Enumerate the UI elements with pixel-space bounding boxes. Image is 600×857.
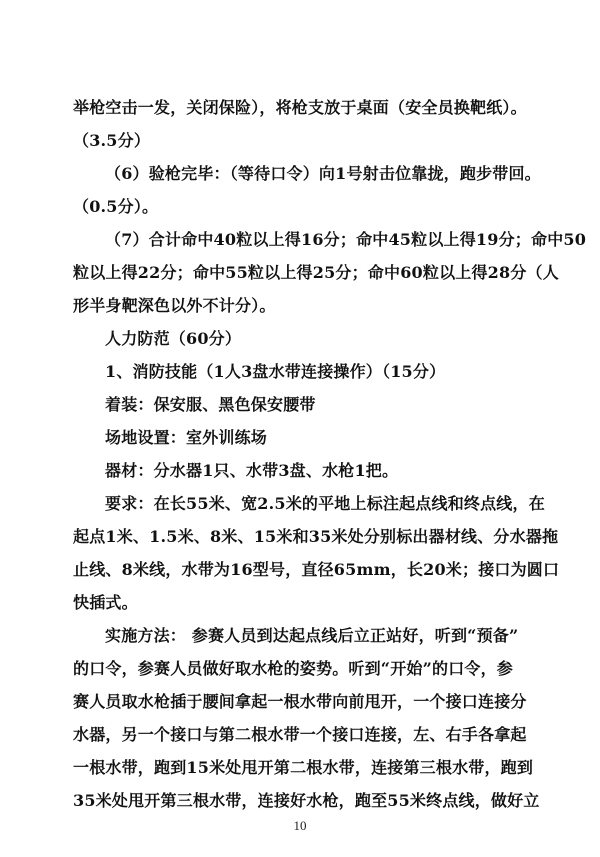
text-line: 水器，另一个接口与第二根水带一个接口连接，左、右手各拿起 (73, 725, 527, 744)
text-line: （3.5分） (73, 131, 151, 150)
text-line: 止线、8米线，水带为16型号，直径65mm，长20米；接口为圆口 (73, 560, 560, 579)
text-line: 实施方法： 参赛人员到达起点线后立正站好，听到“预备” (105, 626, 519, 645)
text-line: 着装：保安服、黑色保安腰带 (105, 395, 316, 414)
text-line: 快插式。 (73, 593, 138, 612)
text-line: （7）合计命中40粒以上得16分；命中45粒以上得19分；命中50 (105, 230, 587, 249)
text-line: 的口令，参赛人员做好取水枪的姿势。听到“开始”的口令，参 (73, 659, 514, 678)
section-heading: 人力防范（60分） (105, 329, 242, 348)
text-line: 粒以上得22分；命中55粒以上得25分；命中60粒以上得28分（人 (73, 263, 559, 282)
text-line: 起点1米、1.5米、8米、15米和35米处分别标出器材线、分水器拖 (73, 527, 559, 546)
text-line: 形半身靶深色以外不计分）。 (73, 296, 276, 315)
text-line: 举枪空击一发，关闭保险），将枪支放于桌面（安全员换靶纸）。 (73, 98, 527, 117)
text-line: （6）验枪完毕：（等待口令）向1号射击位靠拢，跑步带回。 (105, 164, 541, 183)
text-line: 器材：分水器1只、水带3盘、水枪1把。 (105, 461, 399, 480)
text-line: 要求：在长55米、宽2.5米的平地上标注起点线和终点线，在 (105, 494, 545, 513)
text-line: （0.5分）。 (73, 197, 159, 216)
text-line: 赛人员取水枪插于腰间拿起一根水带向前甩开，一个接口连接分 (73, 692, 527, 711)
text-line: 一根水带，跑到15米处甩开第二根水带，连接第三根水带，跑到 (73, 758, 534, 777)
subsection-heading: 1、消防技能（1人3盘水带连接操作）（15分） (105, 362, 446, 381)
page-number: 10 (293, 818, 307, 833)
text-line: 场地设置：室外训练场 (105, 428, 268, 447)
text-line: 35米处甩开第三根水带，连接好水枪，跑至55米终点线，做好立 (73, 791, 540, 810)
